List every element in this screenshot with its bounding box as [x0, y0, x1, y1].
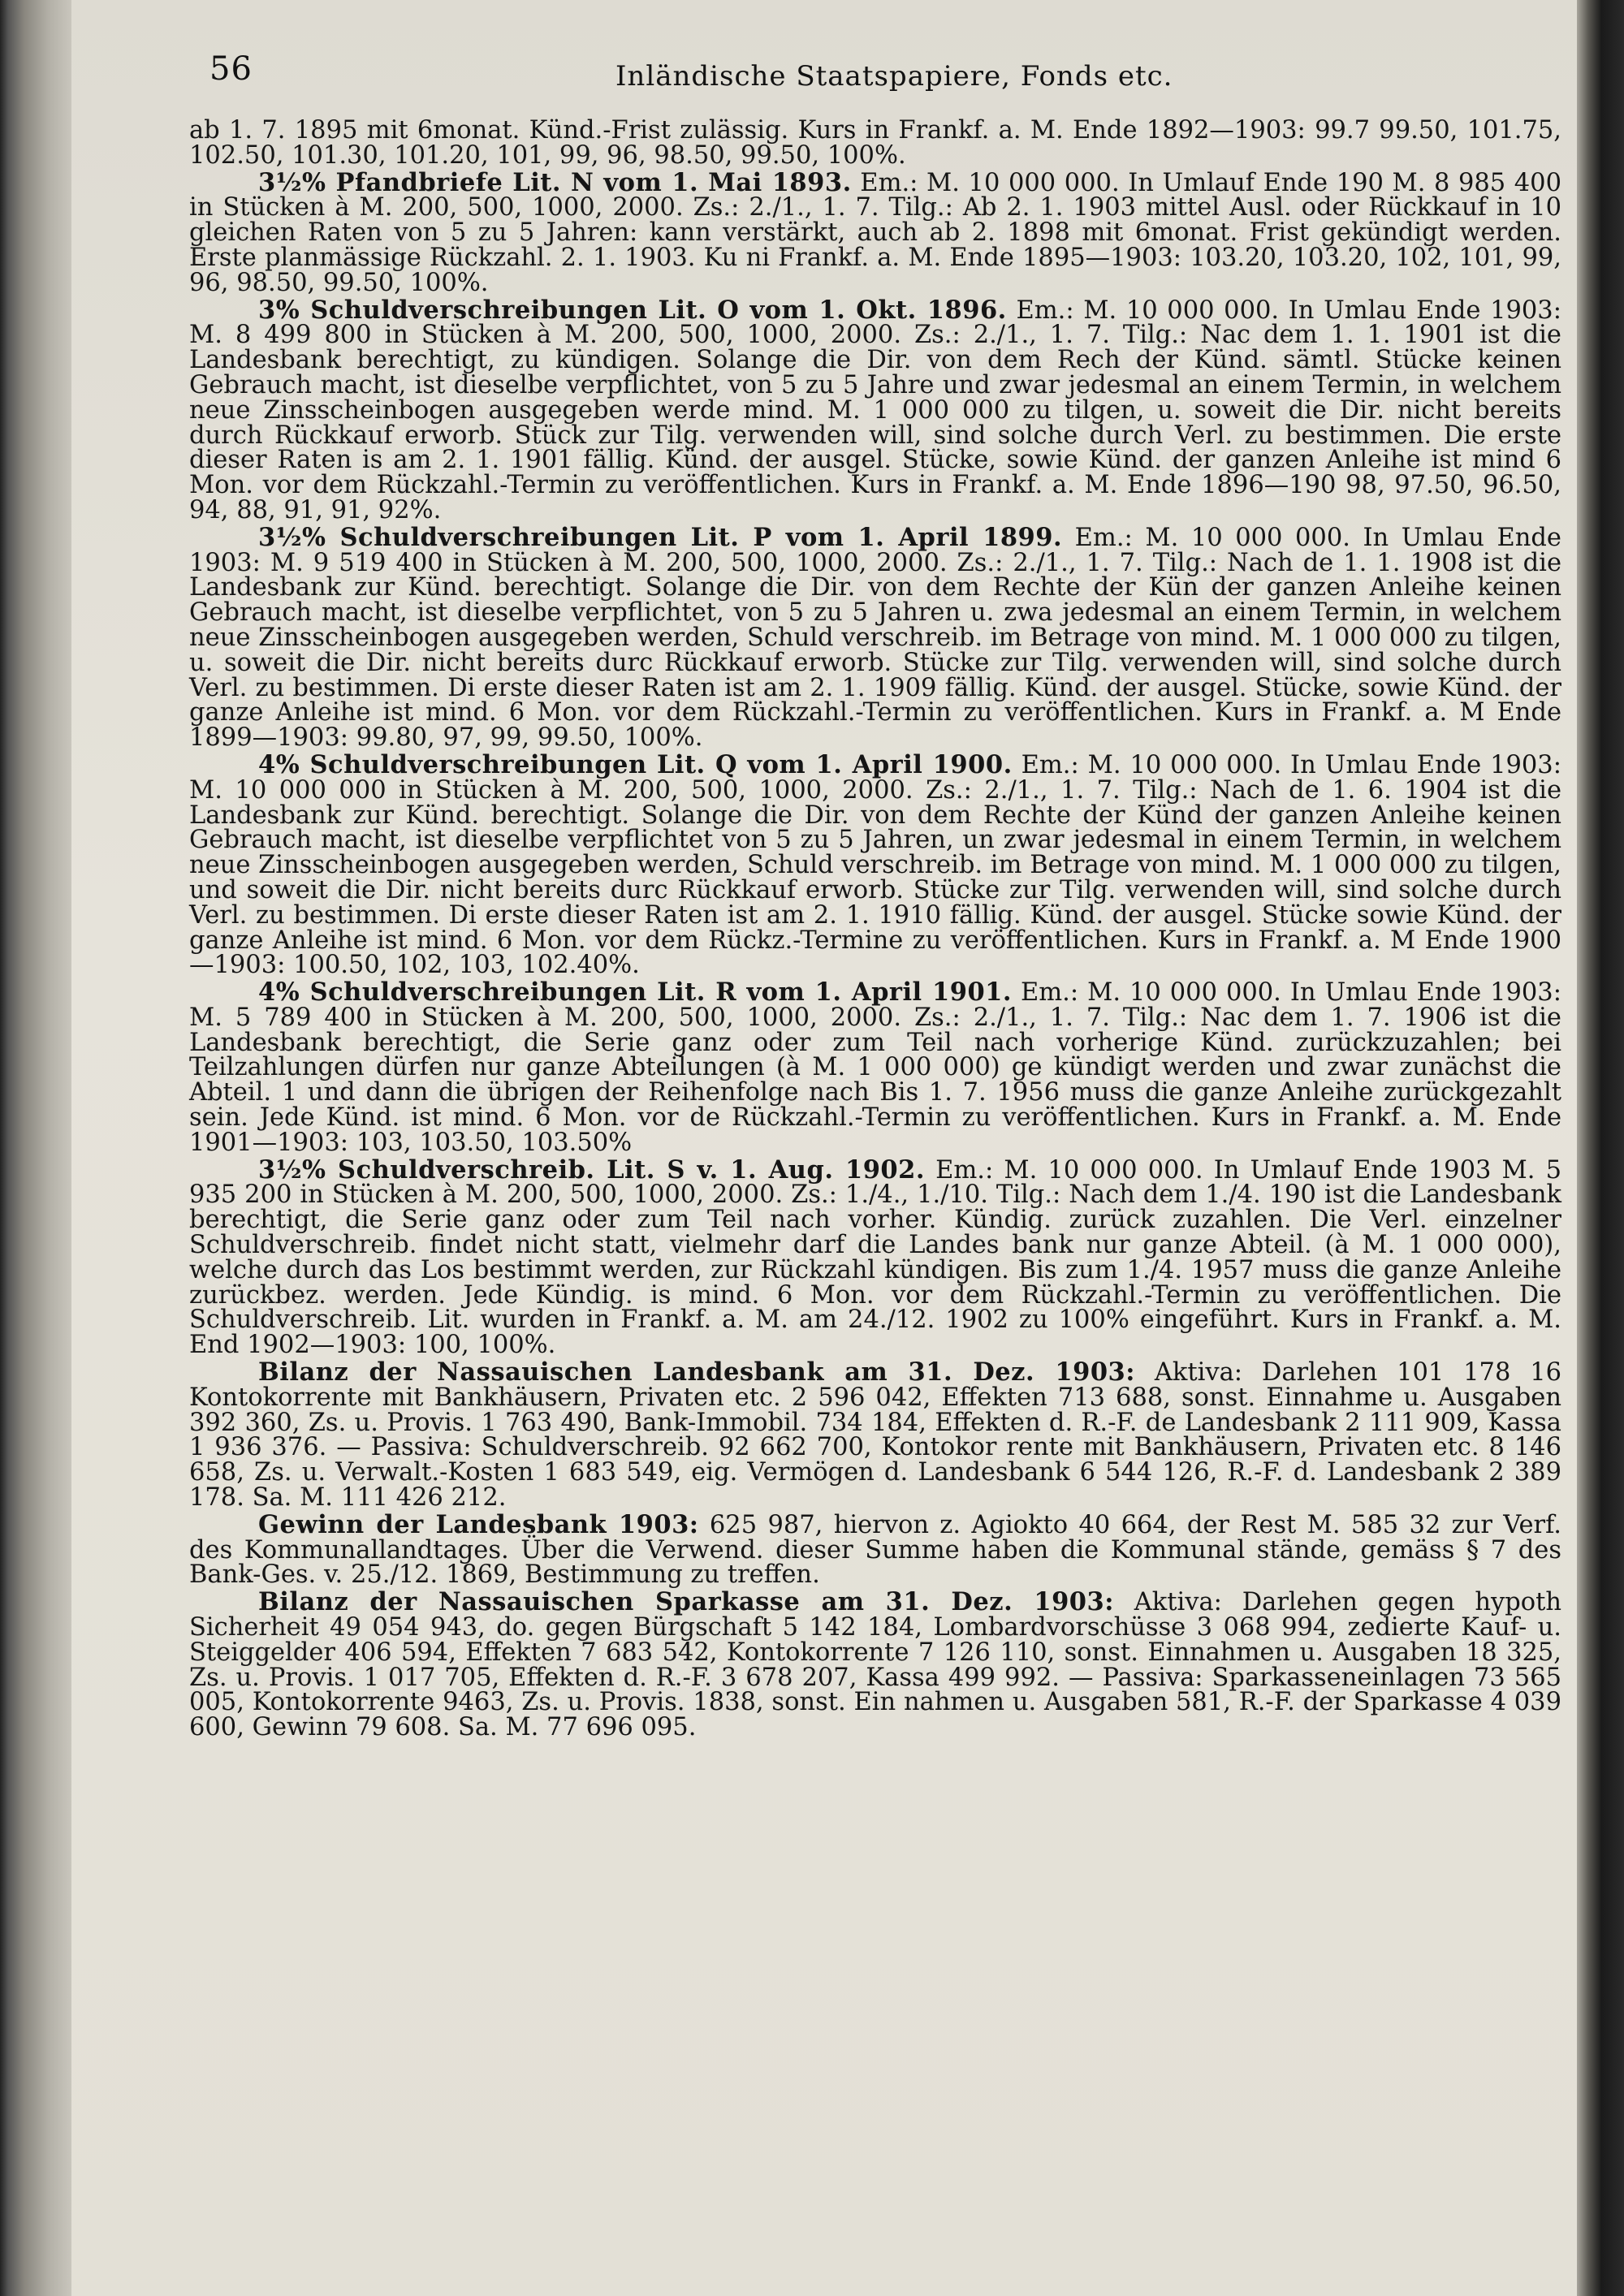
paragraph-lead: 4% Schuldverschreibungen Lit. R vom 1. April 1901.	[258, 978, 1013, 1008]
paragraph-lead: Bilanz der Nassauischen Sparkasse am 31. Dez. 1903:	[258, 1587, 1115, 1617]
paragraph-text: Em.: M. 10 000 000. In Umlau Ende 1903: M. 8 499 800 in Stücken à M. 200, 500, 1000, 2000. Zs.: 2./1., 1. 7. Tilg.: Nac dem 1. 1. 1901 ist die Landesbank berechtigt, zu kündigen. Solange die Dir. von dem Rech der Künd. sämtl. Stücke keinen Gebrauch macht, ist dieselbe verpflichtet, von 5 zu 5 Jahre und zwar jedesmal an einem Termin, in welchem neue Zinsscheinbogen ausgegeben werde mind. M. 1 000 000 zu tilgen, u. soweit die Dir. nicht bereits durch Rückkauf erworb. Stück zur Tilg. verwenden will, sind solche durch Verl. zu bestimmen. Die erste dieser Raten is am 2. 1. 1901 fällig. Künd. der ausgel. Stücke, sowie Künd. der ganzen Anleihe ist mind 6 Mon. vor dem Rückzahl.-Termin zu veröffentlichen. Kurs in Frankf. a. M. Ende 1896—190 98, 97.50, 96.50, 94, 88, 91, 91, 92%.	[189, 296, 1561, 524]
paragraph-lead: 3½% Schuldverschreib. Lit. S v. 1. Aug. 1902.	[258, 1154, 925, 1185]
paragraph-text: Em.: M. 10 000 000. In Umlauf Ende 190 M. 8 985 400 in Stücken à M. 200, 500, 1000, 2000. Zs.: 2./1., 1. 7. Tilg.: Ab 2. 1. 1903 mittel Ausl. oder Rückkauf in 10 gleichen Raten von 5 zu 5 Jahren: kann verstärkt, auch ab 2. 1898 mit 6monat. Frist gekündigt werden. Erste planmässige Rückzahl. 2. 1. 1903. Ku ni Frankf. a. M. Ende 1895—1903: 103.20, 103.20, 102, 101, 99, 96, 98.50, 99.50, 100%.	[189, 168, 1561, 297]
body-text	[189, 118, 1561, 1742]
paragraph-gewinn-landesbank	[189, 1509, 1561, 1590]
paragraph-lead: 4% Schuldverschreibungen Lit. Q vom 1. April 1900.	[258, 749, 1013, 779]
scan-edge-right	[1577, 0, 1624, 2296]
paragraph-lit-q	[189, 749, 1561, 980]
paragraph-bilanz-landesbank	[189, 1357, 1561, 1513]
paragraph-text: Em.: M. 10 000 000. In Umlau Ende 1903: M. 5 789 400 in Stücken à M. 200, 500, 1000, 2000. Zs.: 2./1., 1. 7. Tilg.: Nac dem 1. 7. 1906 ist die Landesbank berechtigt, die Serie ganz oder zum Teil nach vorherige Künd. zurückzuzahlen; bei Teilzahlungen dürfen nur ganze Abteilungen (à M. 1 000 000) ge kündigt werden und zwar zunächst die Abteil. 1 und dann die übrigen der Reihenfolge nach Bis 1. 7. 1956 muss die ganze Anleihe zurückgezahlt sein. Jede Künd. ist mind. 6 Mon. vor de Rückzahl.-Termin zu veröffentlichen. Kurs in Frankf. a. M. Ende 1901—1903: 103, 103.50, 103.50%	[189, 978, 1561, 1157]
paragraph-text: Aktiva: Darlehen gegen hypoth Sicherheit 49 054 943, do. gegen Bürgschaft 5 142 184, Lombardvorschüsse 3 068 994, zedierte Kauf- u. Steiggelder 406 594, Effekten 7 683 542, Kontokorrente 7 126 110, sonst. Einnahmen u. Ausgaben 18 325, Zs. u. Provis. 1 017 705, Effekten d. R.-F. 3 678 207, Kassa 499 992. — Passiva: Sparkasseneinlagen 73 565 005, Kontokorrente 9463, Zs. u. Provis. 1838, sonst. Ein nahmen u. Ausgaben 581, R.-F. der Sparkasse 4 039 600, Gewinn 79 608. Sa. M. 77 696 095.	[189, 1588, 1561, 1742]
paragraph-lit-p	[189, 522, 1561, 753]
paragraph-lead: 3½% Pfandbriefe Lit. N vom 1. Mai 1893.	[258, 167, 852, 197]
page-header	[209, 42, 1509, 107]
paragraph-text: 625 987, hiervon z. Agiokto 40 664, der Rest M. 585 32 zur Verf. des Kommunallandtages. Über die Verwend. dieser Summe haben die Kommunal stände, gemäss § 7 des Bank-Ges. v. 25./12. 1869, Bestimmung zu treffen.	[189, 1510, 1561, 1590]
paragraph-text: Em.: M. 10 000 000. In Umlau Ende 1903: M. 9 519 400 in Stücken à M. 200, 500, 1000, 2000. Zs.: 2./1., 1. 7. Tilg.: Nach de 1. 1. 1908 ist die Landesbank zur Künd. berechtigt. Solange die Dir. von dem Rechte der Kün der ganzen Anleihe keinen Gebrauch macht, ist dieselbe verpflichtet, von 5 zu 5 Jahren u. zwa jedesmal an einem Termin, in welchem neue Zinsscheinbogen ausgegeben werden, Schuld verschreib. im Betrage von mind. M. 1 000 000 zu tilgen, u. soweit die Dir. nicht bereits durc Rückkauf erworb. Stücke zur Tilg. verwenden will, sind solche durch Verl. zu bestimmen. Di erste dieser Raten ist am 2. 1. 1909 fällig. Künd. der ausgel. Stücke, sowie Künd. der ganze Anleihe ist mind. 6 Mon. vor dem Rückzahl.-Termin zu veröffentlichen. Kurs in Frankf. a. M Ende 1899—1903: 99.80, 97, 99, 99.50, 100%.	[189, 523, 1561, 753]
paragraph-lit-o	[189, 295, 1561, 524]
paragraph-lit-r	[189, 980, 1561, 1156]
paragraph-lead: 3% Schuldverschreibungen Lit. O vom 1. Okt. 1896.	[258, 295, 1007, 325]
paragraph-lit-s	[189, 1154, 1561, 1360]
paragraph-text: Em.: M. 10 000 000. In Umlau Ende 1903: M. 10 000 000 in Stücken à M. 200, 500, 1000, 2000. Zs.: 2./1., 1. 7. Tilg.: Nach de 1. 6. 1904 ist die Landesbank zur Künd. berechtigt. Solange die Dir. von dem Rechte der Künd der ganzen Anleihe keinen Gebrauch macht, ist dieselbe verpflichtet von 5 zu 5 Jahren, un zwar jedesmal in einem Termin, in welchem neue Zinsscheinbogen ausgegeben werden, Schuld verschreib. im Betrage von mind. M. 1 000 000 zu tilgen, und soweit die Dir. nicht bereits durc Rückkauf erworb. Stücke zur Tilg. verwenden will, sind solche durch Verl. zu bestimmen. Di erste dieser Raten ist am 2. 1. 1910 fällig. Künd. der ausgel. Stücke sowie Künd. der ganze Anleihe ist mind. 6 Mon. vor dem Rückz.-Termine zu veröffentlichen. Kurs in Frankf. a. M Ende 1900—1903: 100.50, 102, 103, 102.40%.	[189, 750, 1561, 980]
paragraph-text: ab 1. 7. 1895 mit 6monat. Künd.-Frist zulässig. Kurs in Frankf. a. M. Ende 1892—1903: 99.7 99.50, 101.75, 102.50, 101.30, 101.20, 101, 99, 96, 98.50, 99.50, 100%.	[189, 116, 1561, 170]
paragraph-lead: 3½% Schuldverschreibungen Lit. P vom 1. April 1899.	[258, 522, 1063, 552]
paragraph-pfandbriefe-lit-n	[189, 167, 1561, 297]
running-title: Inländische Staatspapiere, Fonds etc.	[615, 60, 1173, 93]
paragraph-lead: Gewinn der Landesbank 1903:	[258, 1509, 699, 1539]
scan-edge-left	[0, 0, 71, 2296]
paragraph-kurs-note	[189, 118, 1561, 169]
paragraph-lead: Bilanz der Nassauischen Landesbank am 31. Dez. 1903:	[258, 1357, 1136, 1388]
paragraph-text: Em.: M. 10 000 000. In Umlauf Ende 1903 M. 5 935 200 in Stücken à M. 200, 500, 1000, 2000. Zs.: 1./4., 1./10. Tilg.: Nach dem 1./4. 190 ist die Landesbank berechtigt, die Serie ganz oder zum Teil nach vorher. Kündig. zurück zuzahlen. Die Verl. einzelner Schuldverschreib. findet nicht statt, vielmehr darf die Landes bank nur ganze Abteil. (à M. 1 000 000), welche durch das Los bestimmt werden, zur Rückzahl kündigen. Bis zum 1./4. 1957 muss die ganze Anleihe zurückbez. werden. Jede Kündig. is mind. 6 Mon. vor dem Rückzahl.-Termin zu veröffentlichen. Die Schuldverschreib. Lit. wurden in Frankf. a. M. am 24./12. 1902 zu 100% eingeführt. Kurs in Frankf. a. M. End 1902—1903: 100, 100%.	[189, 1155, 1561, 1360]
book-page	[71, 0, 1577, 2296]
paragraph-text: Aktiva: Darlehen 101 178 16 Kontokorrente mit Bankhäusern, Privaten etc. 2 596 042, Effekten 713 688, sonst. Einnahme u. Ausgaben 392 360, Zs. u. Provis. 1 763 490, Bank-Immobil. 734 184, Effekten d. R.-F. de Landesbank 2 111 909, Kassa 1 936 376. — Passiva: Schuldverschreib. 92 662 700, Kontokor rente mit Bankhäusern, Privaten etc. 8 146 658, Zs. u. Verwalt.-Kosten 1 683 549, eig. Vermögen d. Landesbank 6 544 126, R.-F. d. Landesbank 2 389 178. Sa. M. 111 426 212.	[189, 1358, 1561, 1513]
page-number: 56	[209, 50, 253, 88]
paragraph-bilanz-sparkasse	[189, 1587, 1561, 1742]
